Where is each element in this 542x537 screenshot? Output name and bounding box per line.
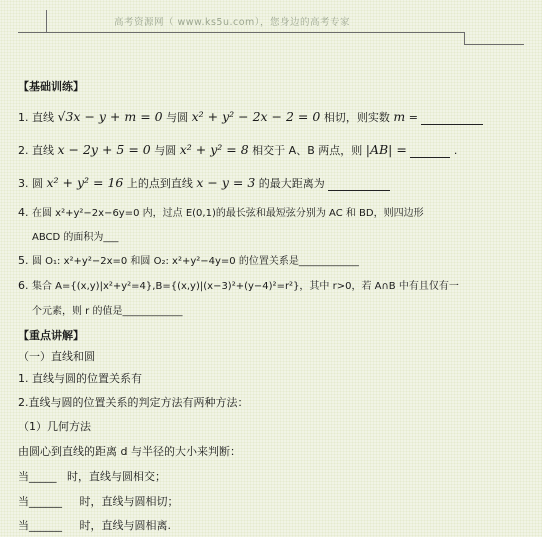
page-header [18,0,536,44]
q3-answer-blank[interactable] [328,190,390,191]
section-title-key: 【重点讲解】 [18,329,84,342]
q1-variable: m [393,109,406,124]
q1-equation-circle: x² + y² − 2x − 2 = 0 [191,109,321,124]
q1-answer-blank[interactable] [421,124,483,125]
q6-line-1: 集合 A={(x,y)|x²+y²=4},B={(x,y)|(x−3)²+(y−4)²=r²}，其中 r>0，若 A∩B 中有且仅有一 [32,281,459,292]
q3-text-a: 圆 [32,177,43,190]
q4-line-2: ABCD 的面积为___ [32,232,119,243]
q2-equation-circle: x² + y² = 8 [179,142,249,157]
q2-equation-line: x − 2y + 5 = 0 [57,142,151,157]
part-1-title: （一）直线和圆 [18,350,95,363]
condition-intersect-blank[interactable]: 当_____ [18,470,57,483]
question-4-cont [32,230,118,245]
condition-tangent-text: 时，直线与圆相切； [79,495,179,508]
q2-text-b: 与圆 [154,144,177,157]
q4-line-1: 在圆 x²+y²−2x−6y=0 内，过点 E(0,1)的最长弦和最短弦分别为 AC 和 BD，则四边形 [32,208,424,219]
condition-intersect [18,470,166,484]
point-2: 2.直线与圆的位置关系的判定方法有两种方法： [18,396,249,409]
q1-equation-line: √3x − y + m = 0 [57,109,163,124]
q1-text-b: 与圆 [166,111,189,124]
q2-period: . [453,144,458,157]
q1-equals: = [408,111,418,124]
q2-answer-blank[interactable] [410,157,450,158]
question-2 [18,143,457,158]
header-rule [46,32,464,33]
condition-tangent-blank[interactable]: 当______ [18,495,62,508]
condition-separate-text: 时，直线与圆相离. [79,519,171,532]
header-banner: 高考资源网（ www.ks5u.com），您身边的高考专家 [114,17,351,28]
point-3: （1）几何方法 [18,420,91,433]
q2-text-a: 直线 [32,144,54,157]
point-1: 1. 直线与圆的位置关系有 [18,372,142,385]
question-6 [18,279,459,294]
question-1 [18,110,483,125]
q6-line-2: 个元素，则 r 的值是____________ [32,306,183,317]
q1-text-c: 相切，则实数 [323,111,390,124]
q6-number: 6. [18,279,29,292]
question-3 [18,176,390,191]
question-5 [18,254,359,269]
q1-text-a: 直线 [32,111,54,124]
condition-separate-blank[interactable]: 当______ [18,519,62,532]
q5-number: 5. [18,254,29,267]
condition-separate [18,519,171,533]
q3-equation-circle: x² + y² = 16 [46,175,124,190]
question-4 [18,206,424,221]
q1-number: 1. [18,111,29,124]
q2-text-c: 相交于 A、B 两点，则 [252,144,363,157]
q2-equation-ab: |AB| = [365,142,407,157]
q2-number: 2. [18,144,29,157]
q3-number: 3. [18,177,29,190]
point-4: 由圆心到直线的距离 d 与半径的大小来判断： [18,445,241,458]
condition-tangent [18,495,178,509]
right-corner-mark [464,32,465,44]
q3-text-c: 的最大距离为 [258,177,325,190]
left-corner-mark [18,10,47,33]
question-6-cont [32,304,182,319]
q3-equation-line: x − y = 3 [196,175,256,190]
q4-number: 4. [18,206,29,219]
condition-intersect-text: 时，直线与圆相交； [67,470,166,483]
section-title-basic: 【基础训练】 [18,80,84,93]
q3-text-b: 上的点到直线 [126,177,193,190]
right-corner-mark-2 [464,44,524,45]
q5-text: 圆 O₁: x²+y²−2x=0 和圆 O₂: x²+y²−4y=0 的位置关系是____________ [32,256,359,267]
